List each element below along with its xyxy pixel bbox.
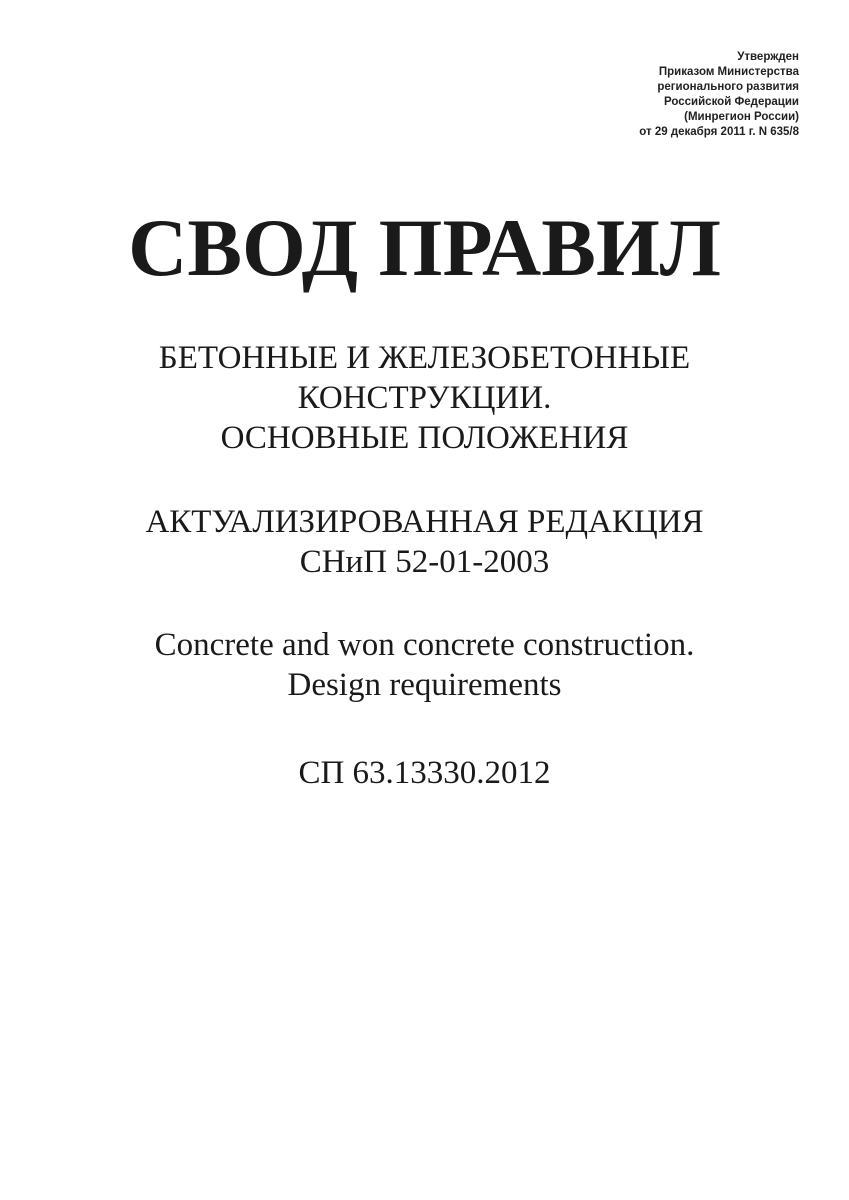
document-title: СВОД ПРАВИЛ [128, 202, 721, 293]
approval-line: регионального развития [657, 81, 799, 93]
approval-stamp [539, 50, 799, 140]
english-title-line: Design requirements [287, 667, 562, 703]
approval-line: Утвержден [737, 51, 799, 63]
english-title [0, 625, 849, 705]
subject-line: ОСНОВНЫЕ ПОЛОЖЕНИЯ [220, 420, 629, 456]
approval-line: Российской Федерации [663, 96, 799, 108]
edition-line: СНиП 52-01-2003 [299, 544, 550, 580]
approval-line: от 29 декабря 2011 г. N 635/8 [639, 126, 799, 138]
edition-info [0, 502, 849, 582]
subject-line: БЕТОННЫЕ И ЖЕЛЕЗОБЕТОННЫЕ [158, 340, 691, 376]
approval-line: Приказом Министерства [658, 66, 799, 78]
edition-line: АКТУАЛИЗИРОВАННАЯ РЕДАКЦИЯ [145, 504, 704, 540]
document-subject [0, 338, 849, 458]
approval-line: (Минрегион России) [684, 111, 799, 123]
subject-line: КОНСТРУКЦИИ. [297, 380, 552, 416]
english-title-line: Concrete and won concrete construction. [154, 627, 695, 663]
document-code: СП 63.13330.2012 [298, 755, 551, 791]
